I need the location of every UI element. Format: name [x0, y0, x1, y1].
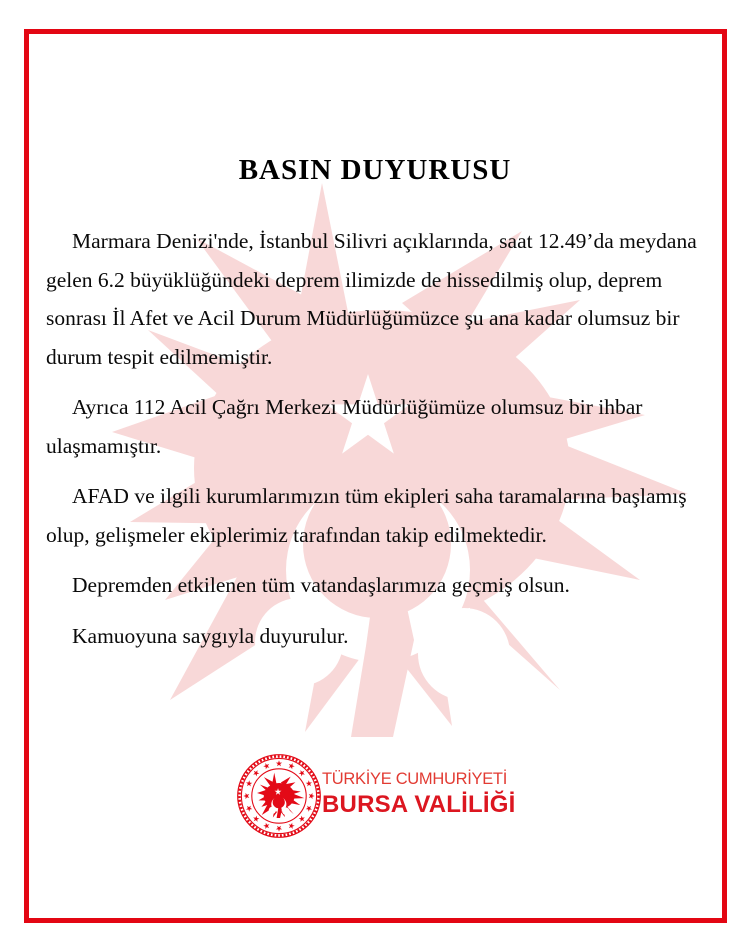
press-release-paragraph: Marmara Denizi'nde, İstanbul Silivri açıklarında, saat 12.49’da meydana gelen 6.2 büyüklüğündeki deprem ilimizde de hissedilmiş olup, deprem sonrası İl Afet ve Acil Durum Müdürlüğümüzce şu ana kadar olumsuz bir durum tespit edilmemiştir.	[46, 229, 697, 369]
org-name-line1: TÜRKİYE CUMHURİYETİ	[322, 770, 507, 788]
page-title: BASIN DUYURUSU	[238, 154, 512, 186]
press-release-paragraph: Kamuoyuna saygıyla duyurulur.	[72, 623, 349, 648]
press-release-paragraph: Ayrıca 112 Acil Çağrı Merkezi Müdürlüğümüze olumsuz bir ihbar ulaşmamıştır.	[46, 395, 643, 458]
press-release-paragraph: Depremden etkilenen tüm vatandaşlarımıza geçmiş olsun.	[72, 573, 570, 597]
press-release-paragraph: AFAD ve ilgili kurumlarımızın tüm ekipleri saha taramalarına başlamış olup, gelişmeler ekiplerimiz tarafından takip edilmektedir.	[46, 484, 687, 547]
org-name-line2: BURSA VALİLİĞİ	[322, 791, 516, 818]
governorship-logo-text	[322, 769, 515, 818]
press-release-body	[46, 222, 702, 655]
